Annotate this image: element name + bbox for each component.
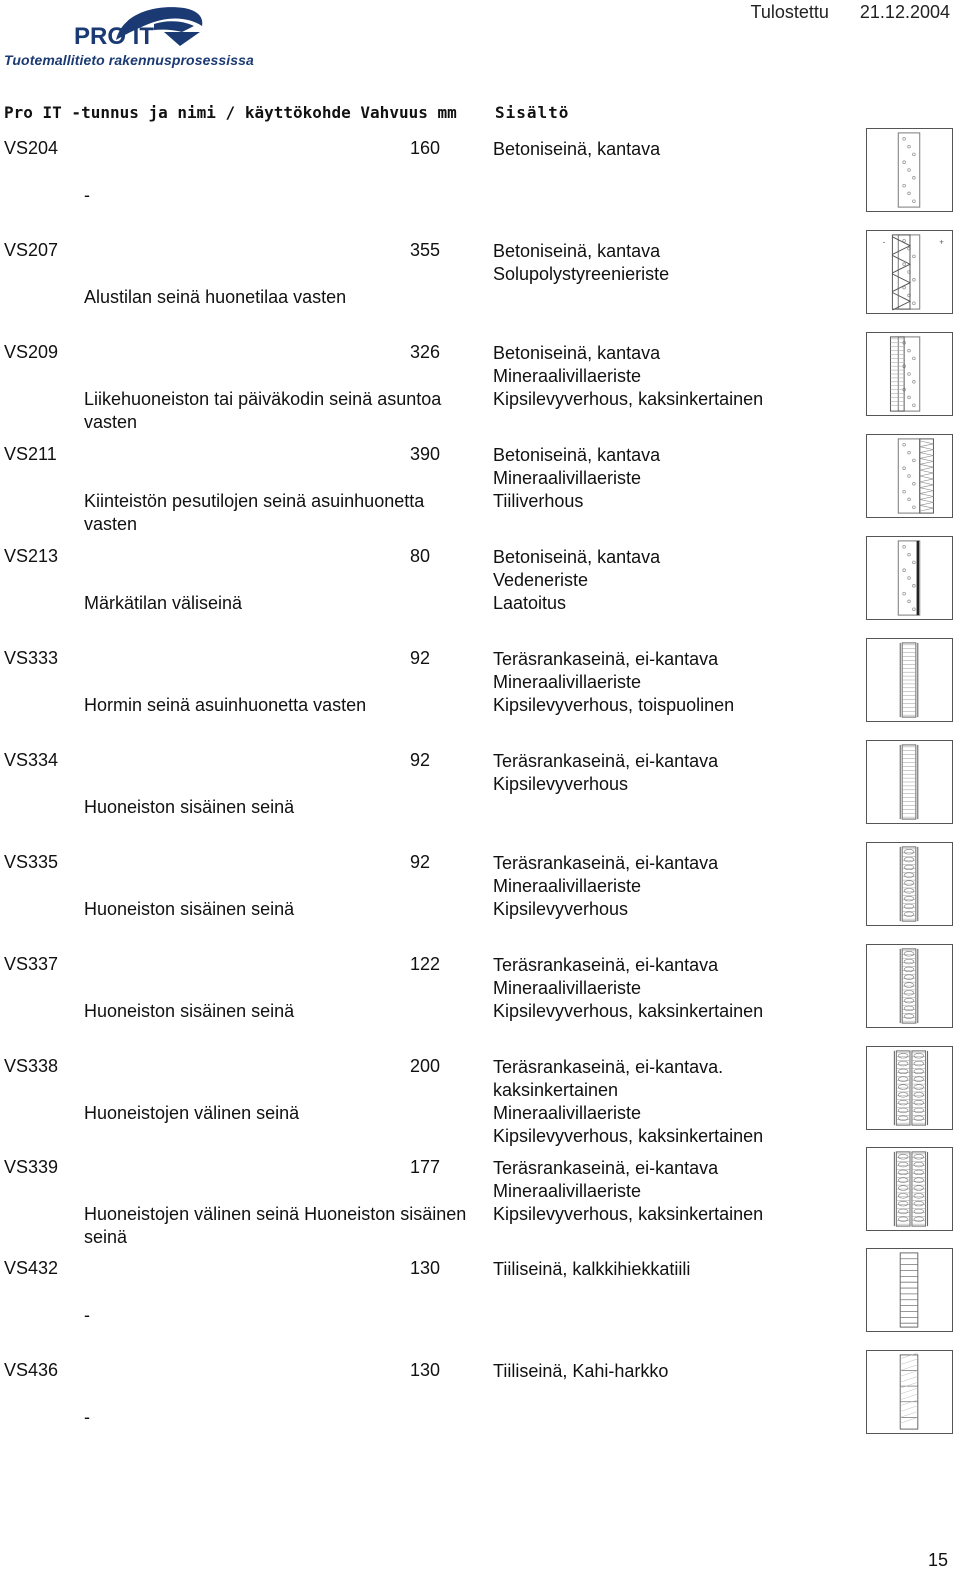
- content-line: Teräsrankaseinä, ei-kantava.: [493, 1057, 724, 1077]
- wall-code: VS338: [4, 1056, 59, 1076]
- wall-thickness: 390: [410, 444, 441, 464]
- wall-code: VS213: [4, 546, 59, 566]
- wall-content: [493, 954, 823, 1023]
- content-line: Teräsrankaseinä, ei-kantava: [493, 649, 719, 669]
- content-line: kaksinkertainen: [493, 1080, 619, 1100]
- svg-text:PRO IT: PRO IT: [74, 23, 155, 50]
- logo-subtitle: Tuotemallitieto rakennusprosessissa: [4, 52, 254, 68]
- wall-content: [493, 648, 823, 717]
- table-row: [0, 1056, 960, 1158]
- content-line: Tiiliseinä, Kahi-harkko: [493, 1361, 669, 1381]
- svg-text:-: -: [882, 237, 886, 247]
- wall-content: [493, 546, 823, 615]
- svg-text:+: +: [939, 237, 944, 247]
- wall-content: [493, 750, 823, 796]
- table-row: [0, 954, 960, 1056]
- content-line: Kipsilevyverhous, kaksinkertainen: [493, 1126, 764, 1146]
- content-line: Mineraalivillaeriste: [493, 366, 642, 386]
- wall-thickness: 92: [410, 648, 431, 668]
- wall-content: [493, 1258, 823, 1281]
- wall-usage: Hormin seinä asuinhuonetta vasten: [84, 695, 367, 715]
- wall-thickness: 130: [410, 1360, 441, 1380]
- wall-code: VS337: [4, 954, 59, 974]
- wall-code: VS207: [4, 240, 59, 260]
- wall-thickness: 200: [410, 1056, 441, 1076]
- table-row: [0, 237, 960, 342]
- printed-label: Tulostettu: [750, 2, 829, 22]
- content-line: Tiiliseinä, kalkkihiekkatiili: [493, 1259, 691, 1279]
- wall-code: VS339: [4, 1157, 59, 1177]
- concrete-wall-icon: [866, 128, 953, 212]
- content-line: Mineraalivillaeriste: [493, 468, 642, 488]
- concrete-brick-wall-icon: [866, 434, 953, 518]
- table-header: [4, 103, 604, 125]
- table-row: [0, 852, 960, 954]
- wall-content: [493, 240, 823, 286]
- wall-code: VS335: [4, 852, 59, 872]
- brick-wall-icon: [866, 1248, 953, 1332]
- content-line: Vedeneriste: [493, 570, 589, 590]
- double-steel-stud-wall-icon: [866, 1046, 953, 1130]
- content-line: Mineraalivillaeriste: [493, 1103, 642, 1123]
- printed-date: 21.12.2004: [859, 2, 950, 22]
- wall-usage: -: [84, 1305, 90, 1325]
- content-line: Teräsrankaseinä, ei-kantava: [493, 751, 719, 771]
- wall-content: [493, 1360, 823, 1383]
- content-line: Kipsilevyverhous, kaksinkertainen: [493, 1001, 764, 1021]
- print-info: [751, 2, 950, 23]
- wall-usage: Huoneiston sisäinen seinä: [84, 899, 295, 919]
- content-line: Teräsrankaseinä, ei-kantava: [493, 955, 719, 975]
- content-line: Laatoitus: [493, 593, 567, 613]
- header-left: Pro IT -tunnus ja nimi / käyttökohde Vahvuus mm: [4, 103, 457, 122]
- wall-content: [493, 1056, 823, 1148]
- content-line: Mineraalivillaeriste: [493, 978, 642, 998]
- table-row: [0, 342, 960, 444]
- content-line: Teräsrankaseinä, ei-kantava: [493, 853, 719, 873]
- wall-content: [493, 1157, 823, 1226]
- content-line: Mineraalivillaeriste: [493, 876, 642, 896]
- table-row: [0, 750, 960, 852]
- wall-thickness: 130: [410, 1258, 441, 1278]
- content-line: Betoniseinä, kantava: [493, 139, 661, 159]
- content-line: Kipsilevyverhous, kaksinkertainen: [493, 389, 764, 409]
- wall-usage: Kiinteistön pesutilojen seinä asuinhuonetta vasten: [84, 491, 425, 534]
- wall-usage: -: [84, 185, 90, 205]
- wall-thickness: 160: [410, 138, 441, 158]
- concrete-gypsum-wall-icon: [866, 332, 953, 416]
- content-line: Betoniseinä, kantava: [493, 445, 661, 465]
- table-row: [0, 648, 960, 750]
- wall-thickness: 177: [410, 1157, 441, 1177]
- wall-thickness: 92: [410, 852, 431, 872]
- wet-room-wall-icon: [866, 536, 953, 620]
- content-line: Teräsrankaseinä, ei-kantava: [493, 1158, 719, 1178]
- block-wall-icon: [866, 1350, 953, 1434]
- insulated-concrete-wall-icon: [866, 230, 953, 314]
- content-line: Betoniseinä, kantava: [493, 343, 661, 363]
- content-line: Betoniseinä, kantava: [493, 547, 661, 567]
- wall-thickness: 122: [410, 954, 441, 974]
- table-row: [0, 1258, 960, 1360]
- wall-code: VS204: [4, 138, 59, 158]
- wall-usage: Huoneiston sisäinen seinä: [84, 797, 295, 817]
- steel-stud-wall-icon: [866, 638, 953, 722]
- wall-code: VS432: [4, 1258, 59, 1278]
- table-row: [0, 546, 960, 648]
- table-row: [0, 1360, 960, 1462]
- wall-thickness: 326: [410, 342, 441, 362]
- content-line: Kipsilevyverhous, toispuolinen: [493, 695, 735, 715]
- logo-emblem-icon: [4, 2, 284, 52]
- page-number: 15: [927, 1550, 948, 1570]
- wall-content: [493, 852, 823, 921]
- wall-thickness: 92: [410, 750, 431, 770]
- wall-content: [493, 342, 823, 411]
- wall-usage: Huoneistojen välinen seinä Huoneiston sisäinen seinä: [84, 1204, 467, 1247]
- wall-usage: -: [84, 1407, 90, 1427]
- wall-usage: Liikehuoneiston tai päiväkodin seinä asuntoa vasten: [84, 389, 442, 432]
- table-row: [0, 138, 960, 240]
- wall-content: [493, 138, 823, 161]
- wall-thickness: 80: [410, 546, 431, 566]
- wall-usage: Huoneistojen välinen seinä: [84, 1103, 300, 1123]
- wall-thickness: 355: [410, 240, 441, 260]
- table-row: [0, 444, 960, 546]
- wall-code: VS333: [4, 648, 59, 668]
- wall-code: VS209: [4, 342, 59, 362]
- content-line: Betoniseinä, kantava: [493, 241, 661, 261]
- content-line: Kipsilevyverhous, kaksinkertainen: [493, 1204, 764, 1224]
- wall-code: VS334: [4, 750, 59, 770]
- header-content: Sisältö: [495, 103, 570, 122]
- wall-content: [493, 444, 823, 513]
- content-line: Mineraalivillaeriste: [493, 1181, 642, 1201]
- content-line: Tiiliverhous: [493, 491, 584, 511]
- content-line: Kipsilevyverhous: [493, 899, 629, 919]
- wall-code: VS211: [4, 444, 57, 464]
- wall-usage: Alustilan seinä huonetilaa vasten: [84, 287, 347, 307]
- content-line: Solupolystyreenieriste: [493, 264, 670, 284]
- content-line: Mineraalivillaeriste: [493, 672, 642, 692]
- double-steel-stud-wall-icon: [866, 1147, 953, 1231]
- steel-stud-wall-icon: [866, 740, 953, 824]
- wall-usage: Märkätilan väliseinä: [84, 593, 243, 613]
- table-row: [0, 1157, 960, 1259]
- wall-usage: Huoneiston sisäinen seinä: [84, 1001, 295, 1021]
- insulated-steel-stud-wall-icon: [866, 944, 953, 1028]
- content-line: Kipsilevyverhous: [493, 774, 629, 794]
- insulated-steel-stud-wall-icon: [866, 842, 953, 926]
- wall-code: VS436: [4, 1360, 59, 1380]
